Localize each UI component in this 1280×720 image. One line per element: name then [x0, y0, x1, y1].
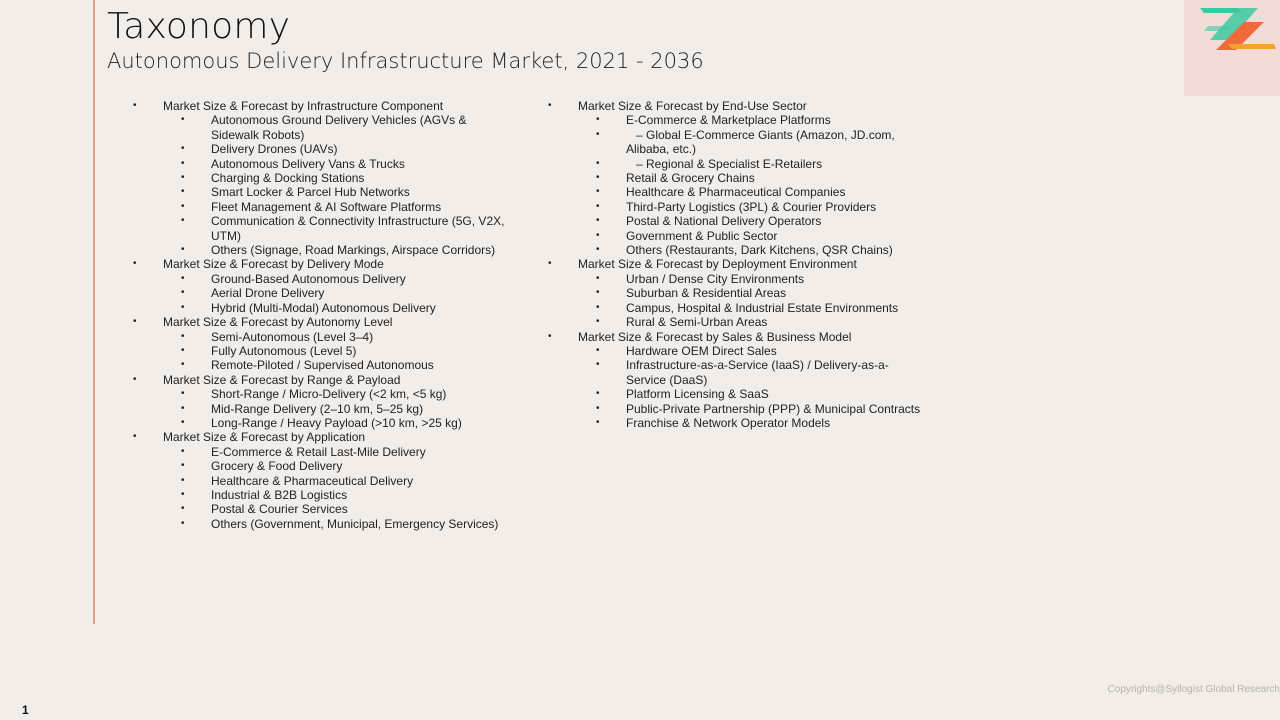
item-text: Campus, Hospital & Industrial Estate Environments: [626, 300, 899, 315]
item-text: Others (Restaurants, Dark Kitchens, QSR Chains): [626, 243, 893, 258]
item-text: E-Commerce & Retail Last-Mile Delivery: [211, 444, 426, 459]
taxonomy-section-heading: [545, 257, 965, 271]
taxonomy-list-item: [545, 272, 965, 286]
item-text: Remote-Piloted / Supervised Autonomous: [211, 358, 434, 373]
bullet-icon: •: [596, 186, 600, 198]
bullet-icon: •: [133, 373, 137, 385]
item-text: Market Size & Forecast by Deployment Environment: [578, 257, 857, 272]
item-text: Mid-Range Delivery (2–10 km, 5–25 kg): [211, 401, 424, 416]
taxonomy-list-item: [0, 474, 520, 488]
taxonomy-section-heading: [0, 430, 520, 444]
taxonomy-list-item: [0, 459, 520, 473]
item-text: Industrial & B2B Logistics: [211, 487, 348, 502]
taxonomy-list-item: [0, 344, 520, 358]
item-text: Charging & Docking Stations: [211, 171, 365, 186]
item-text: Short-Range / Micro-Delivery (<2 km, <5 kg): [211, 387, 447, 402]
taxonomy-list-item: [545, 243, 965, 257]
bullet-icon: •: [596, 157, 600, 169]
taxonomy-list-item: [545, 301, 965, 315]
taxonomy-list-item: [545, 358, 965, 387]
taxonomy-list-item: [545, 113, 965, 127]
bullet-icon: •: [181, 402, 185, 414]
bullet-icon: •: [596, 301, 600, 313]
item-text-continued: UTM): [211, 228, 241, 243]
bullet-icon: •: [181, 143, 185, 155]
bullet-icon: •: [596, 128, 600, 140]
taxonomy-list-item: [0, 416, 520, 430]
item-text: Public-Private Partnership (PPP) & Municipal Contracts: [626, 401, 921, 416]
bullet-icon: •: [133, 258, 137, 270]
bullet-icon: •: [181, 460, 185, 472]
taxonomy-right-column: [545, 99, 965, 430]
taxonomy-list-item: [0, 402, 520, 416]
bullet-icon: •: [133, 316, 137, 328]
logo: [1184, 0, 1280, 96]
item-text-continued: Alibaba, etc.): [626, 142, 697, 157]
item-text: Market Size & Forecast by Autonomy Level: [163, 315, 393, 330]
item-text: Autonomous Ground Delivery Vehicles (AGVs &: [211, 113, 467, 128]
taxonomy-list-item: [0, 157, 520, 171]
taxonomy-list-item: [545, 387, 965, 401]
page-number: 1: [22, 703, 29, 717]
taxonomy-list-item: [545, 315, 965, 329]
item-text: Hardware OEM Direct Sales: [626, 343, 777, 358]
taxonomy-list-item: [0, 387, 520, 401]
taxonomy-list-item: [0, 272, 520, 286]
bullet-icon: •: [548, 330, 552, 342]
item-text: Platform Licensing & SaaS: [626, 387, 769, 402]
item-text: Franchise & Network Operator Models: [626, 415, 831, 430]
item-text: Infrastructure-as-a-Service (IaaS) / Delivery-as-a-: [626, 358, 889, 373]
taxonomy-list-item: [545, 214, 965, 228]
taxonomy-left-column: [0, 99, 520, 531]
taxonomy-list-item: [545, 286, 965, 300]
bullet-icon: •: [596, 200, 600, 212]
item-text: Semi-Autonomous (Level 3–4): [211, 329, 374, 344]
item-text: Market Size & Forecast by Delivery Mode: [163, 257, 384, 272]
taxonomy-list-item: [0, 517, 520, 531]
item-text: Third-Party Logistics (3PL) & Courier Providers: [626, 199, 877, 214]
bullet-icon: •: [181, 359, 185, 371]
bullet-icon: •: [181, 200, 185, 212]
item-text: Market Size & Forecast by Range & Payload: [163, 372, 401, 387]
bullet-icon: •: [133, 431, 137, 443]
bullet-icon: •: [181, 474, 185, 486]
taxonomy-list-item: [545, 185, 965, 199]
bullet-icon: •: [181, 517, 185, 529]
taxonomy-section-heading: [545, 99, 965, 113]
bullet-icon: •: [181, 488, 185, 500]
taxonomy-list-item: [0, 488, 520, 502]
item-text: Government & Public Sector: [626, 228, 778, 243]
item-text: – Regional & Specialist E-Retailers: [626, 156, 823, 171]
bullet-icon: •: [181, 344, 185, 356]
taxonomy-list-item: [0, 113, 520, 142]
item-text: Market Size & Forecast by Application: [163, 430, 366, 445]
item-text: Market Size & Forecast by Infrastructure Component: [163, 99, 444, 113]
item-text-continued: Sidewalk Robots): [211, 127, 305, 142]
page-title: Taxonomy: [107, 6, 291, 47]
bullet-icon: •: [596, 359, 600, 371]
bullet-icon: •: [596, 215, 600, 227]
bullet-icon: •: [596, 316, 600, 328]
item-text: Smart Locker & Parcel Hub Networks: [211, 185, 410, 200]
bullet-icon: •: [596, 229, 600, 241]
item-text: Market Size & Forecast by Sales & Business Model: [578, 329, 852, 344]
page-subtitle: Autonomous Delivery Infrastructure Market, 2021 - 2036: [107, 49, 704, 73]
bullet-icon: •: [181, 215, 185, 227]
bullet-icon: •: [596, 388, 600, 400]
item-text: Hybrid (Multi-Modal) Autonomous Delivery: [211, 300, 436, 315]
taxonomy-list-item: [0, 358, 520, 372]
taxonomy-list-item: [0, 200, 520, 214]
taxonomy-list-item: [545, 402, 965, 416]
item-text: Rural & Semi-Urban Areas: [626, 315, 768, 330]
bullet-icon: •: [181, 172, 185, 184]
taxonomy-list-item: [0, 330, 520, 344]
bullet-icon: •: [596, 402, 600, 414]
item-text: Others (Government, Municipal, Emergency Services): [211, 516, 499, 531]
bullet-icon: •: [181, 287, 185, 299]
taxonomy-section-heading: [0, 257, 520, 271]
item-text: Fleet Management & AI Software Platforms: [211, 199, 442, 214]
bullet-icon: •: [181, 416, 185, 428]
bullet-icon: •: [181, 330, 185, 342]
item-text: Others (Signage, Road Markings, Airspace Corridors): [211, 243, 496, 258]
bullet-icon: •: [181, 114, 185, 126]
taxonomy-list-item: [0, 171, 520, 185]
bullet-icon: •: [181, 244, 185, 256]
taxonomy-section-heading: [0, 315, 520, 329]
item-text: E-Commerce & Marketplace Platforms: [626, 113, 831, 128]
bullet-icon: •: [596, 272, 600, 284]
item-text: Market Size & Forecast by End-Use Sector: [578, 99, 807, 113]
bullet-icon: •: [181, 186, 185, 198]
bullet-icon: •: [596, 172, 600, 184]
bullet-icon: •: [596, 344, 600, 356]
taxonomy-list-item: [545, 128, 965, 157]
taxonomy-list-item: [545, 157, 965, 171]
taxonomy-section-heading: [0, 99, 520, 113]
bullet-icon: •: [548, 100, 552, 111]
taxonomy-list-item: [0, 214, 520, 243]
taxonomy-section-heading: [545, 330, 965, 344]
item-text: Postal & National Delivery Operators: [626, 214, 822, 229]
taxonomy-list-item: [0, 445, 520, 459]
taxonomy-list-item: [0, 301, 520, 315]
item-text-continued: Service (DaaS): [626, 372, 708, 387]
bullet-icon: •: [181, 157, 185, 169]
bullet-icon: •: [181, 388, 185, 400]
taxonomy-list-item: [545, 344, 965, 358]
item-text: Delivery Drones (UAVs): [211, 142, 338, 157]
item-text: Postal & Courier Services: [211, 502, 348, 517]
taxonomy-list-item: [0, 185, 520, 199]
taxonomy-list-item: [545, 171, 965, 185]
taxonomy-section-heading: [0, 373, 520, 387]
bullet-icon: •: [181, 272, 185, 284]
bullet-icon: •: [181, 301, 185, 313]
item-text: Autonomous Delivery Vans & Trucks: [211, 156, 405, 171]
bullet-icon: •: [548, 258, 552, 270]
taxonomy-list-item: [0, 142, 520, 156]
taxonomy-list-item: [545, 200, 965, 214]
bullet-icon: •: [596, 244, 600, 256]
taxonomy-list-item: [0, 286, 520, 300]
taxonomy-list-item: [545, 416, 965, 430]
item-text: Healthcare & Pharmaceutical Companies: [626, 185, 846, 200]
syllogist-s-logo-icon: [1198, 4, 1278, 54]
item-text: Healthcare & Pharmaceutical Delivery: [211, 473, 414, 488]
copyright-notice: Copyrights@Syllogist Global Research: [1107, 684, 1280, 695]
bullet-icon: •: [596, 114, 600, 126]
taxonomy-list-item: [545, 229, 965, 243]
bullet-icon: •: [596, 287, 600, 299]
taxonomy-list-item: [0, 502, 520, 516]
item-text: – Global E-Commerce Giants (Amazon, JD.com,: [626, 127, 895, 142]
item-text: Ground-Based Autonomous Delivery: [211, 271, 406, 286]
item-text: Long-Range / Heavy Payload (>10 km, >25 kg): [211, 415, 462, 430]
item-text: Aerial Drone Delivery: [211, 286, 325, 301]
item-text: Suburban & Residential Areas: [626, 286, 787, 301]
item-text: Communication & Connectivity Infrastructure (5G, V2X,: [211, 214, 505, 229]
bullet-icon: •: [181, 445, 185, 457]
item-text: Urban / Dense City Environments: [626, 271, 805, 286]
item-text: Retail & Grocery Chains: [626, 171, 755, 186]
item-text: Grocery & Food Delivery: [211, 459, 343, 474]
item-text: Fully Autonomous (Level 5): [211, 343, 357, 358]
bullet-icon: •: [596, 416, 600, 428]
bullet-icon: •: [181, 503, 185, 515]
bullet-icon: •: [133, 100, 137, 111]
taxonomy-list-item: [0, 243, 520, 257]
